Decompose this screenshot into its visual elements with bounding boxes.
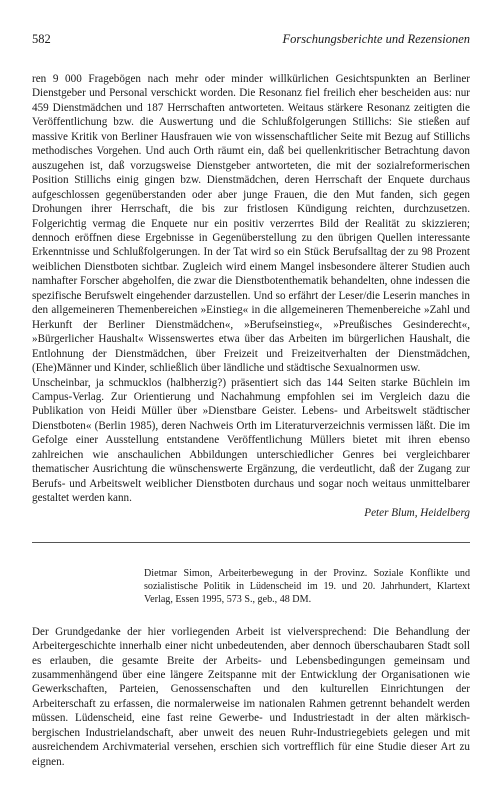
document-page xyxy=(32,32,470,769)
review-simon xyxy=(32,567,470,769)
running-head: Forschungsberichte und Rezensionen xyxy=(282,32,470,46)
review-author: Peter Blum, Heidelberg xyxy=(364,506,470,519)
section-divider xyxy=(32,542,470,543)
review-paragraph: Unscheinbar, ja schmucklos (halbherzig?) präsentiert sich das 144 Seiten starke Büchlein im Campus-Verlag. Zur Orientierung und Nachahmung empfohlen sei im Vergleich dazu die Publikation von Heidi Müller über »Dienstbare Geister. Lebens- und Arbeitswelt städtischer Dienstboten« (Berlin 1985), deren Nachweis Orth im Literaturverzeichnis vermissen läßt. Die im Gefolge einer Ausstellung entstandene Veröffentlichung Müllers bietet mit ihren ebenso zahlreichen wie anschaulichen Abbildungen unterschiedlicher Genres bei vergleichbarer thematischer Ausrichtung die wünschenswerte Ergänzung, die verdeutlicht, daß der Zugang zur Berufs- und Arbeitswelt weiblicher Dienstboten durchaus und sogar noch weitaus unmittelbarer gestaltet werden kann. xyxy=(32,376,470,505)
page-header xyxy=(32,32,470,50)
page-number: 582 xyxy=(32,32,51,46)
review-paragraph: Der Grundgedanke der hier vorliegenden Arbeit ist vielversprechend: Die Behandlung der Arbeitergeschichte innerhalb einer nicht unbedeutenden, aber dennoch überschaubaren Stadt soll es erlauben, die gesamte Breite der Arbeits- und Lebensbedingungen gemeinsam und zusammenhängend über eine längere Zeitspanne mit der Entwicklung der Organisationen wie Gewerkschaften, Parteien, Genossenschaften und den kulturellen Einrichtungen der Arbeiterschaft zu erfassen, die normalerweise im nationalen Rahmen getrennt behandelt werden müssen. Lüdenscheid, eine fast reine Gewerbe- und Industriestadt in der alten märkisch-bergischen Industrielandschaft, aber unweit des neuen Ruhr-Industriegebiets gelegen und mit ausreichendem Archivmaterial versehen, erschien sich vortrefflich für eine Studie dieser Art zu eignen. xyxy=(32,625,470,768)
review-paragraph: ren 9 000 Fragebögen nach mehr oder minder willkürlichen Gesichtspunkten an Berliner Dienstgeber und Personal verschickt worden. Die Resonanz fiel freilich eher bescheiden aus: nur 459 Dienstmädchen und 187 Herrschaften antworteten. Weitaus stärkere Resonanz zeitigten die Veröffentlichung bzw. die Auswertung und die Schlußfolgerungen Stillichs: Sie stießen auf massive Kritik von Berliner Hausfrauen wie von wissenschaftlicher Seite mit Bezug auf Stillichs methodisches Vorgehen. Und auch Orth räumt ein, daß bei quellenkritischer Betrachtung davon auszugehen ist, daß vorzugsweise Dienstgeber antworteten, die mit der sozialreformerischen Position Stillichs einig gingen bzw. Dienstmädchen, deren Herrschaft der Enquete durchaus aufgeschlossen gegenüberstanden oder aber junge Frauen, die den Mut fanden, sich gegen Drohungen ihrer Herrschaft, die bis zur fristlosen Kündigung reichten, durchzusetzen. Folgerichtig vermag die Enquete nur ein positiv verzerrtes Bild der Realität zu skizzieren; dennoch eröffnen diese Ergebnisse in Gegenüberstellung zu den übrigen Quellen interessante Erkenntnisse und Schlußfolgerungen. In der Tat wird so ein Stück Berufsalltag der zu 98 Prozent weiblichen Dienstboten sichtbar. Zugleich wird einem Mangel insbesondere älterer Studien auch namhafter Forscher abgeholfen, die zwar die Dienstbotenthematik behandelten, ohne indessen die spezifische Berufswelt eingehender darzustellen. Und so erfährt der Leser/die Leserin manches in den allgemeineren Themenbereichen »Einstieg« in die allgemeineren Themenbereiche »Zahl und Herkunft der Berliner Dienstmädchen«, »Berufseinstieg«, »Preußisches Gesinderecht«, »Bürgerlicher Haushalt« Wissenswertes etwa über das Arbeiten im bürgerlichen Haushalt, die Entlohnung der Dienstmädchen, über Freizeit und Freizeitverhalten der Dienstmädchen, (Ehe)Männer und Kinder, schließlich über ländliche und städtische Sexualnormen usw. xyxy=(32,73,470,375)
book-citation: Dietmar Simon, Arbeiterbewegung in der Provinz. Soziale Konflikte und sozialistische Politik in Lüdenscheid im 19. und 20. Jahrhundert, Klartext Verlag, Essen 1995, 573 S., geb., 48 DM. xyxy=(144,568,470,606)
review-blum xyxy=(32,72,470,520)
